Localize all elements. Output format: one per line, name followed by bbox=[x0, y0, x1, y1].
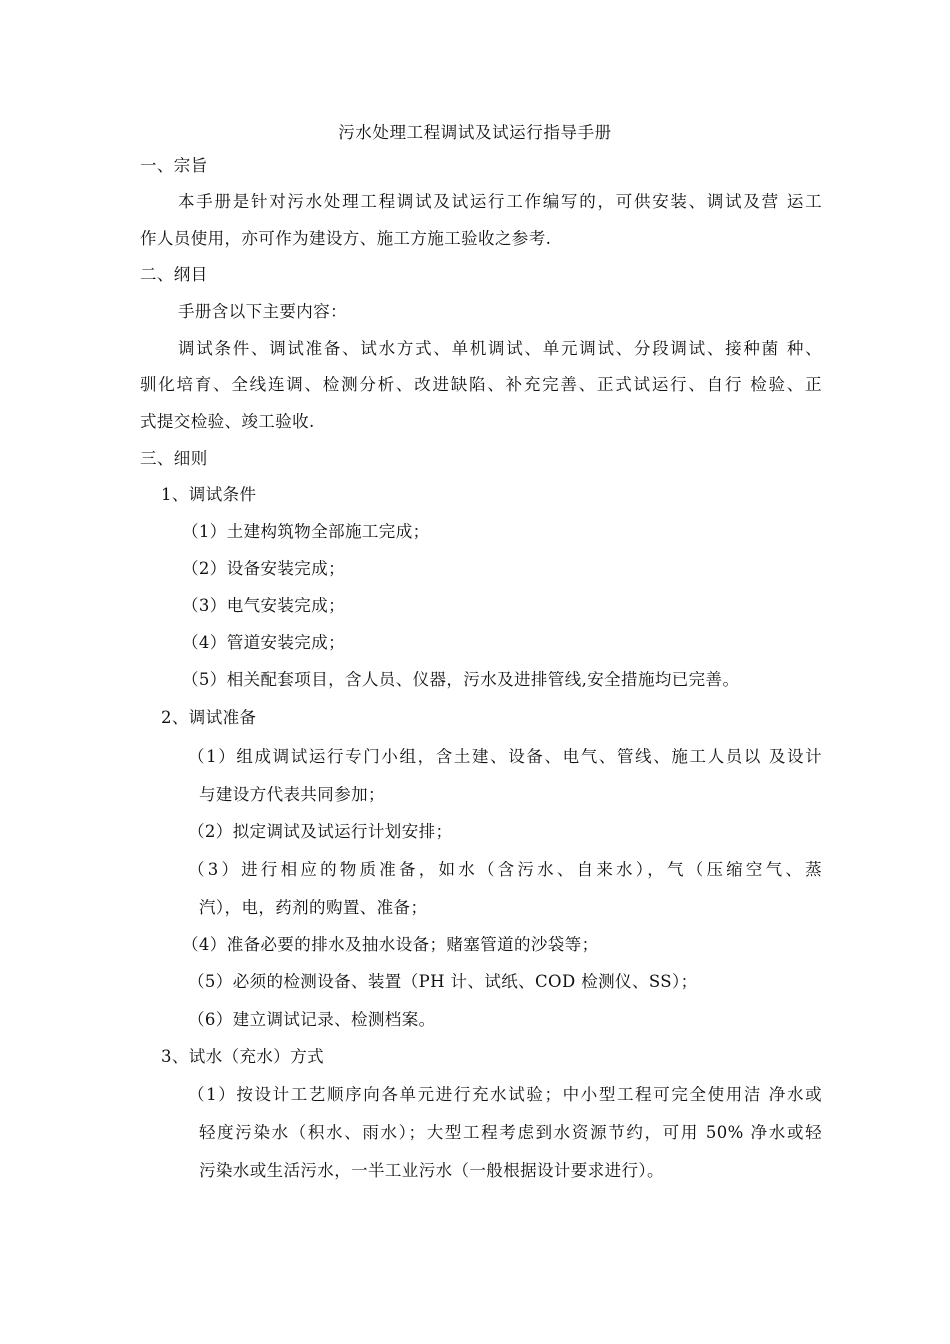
document-title: 污水处理工程调试及试运行指导手册 bbox=[338, 123, 612, 142]
purpose-paragraph-line-1: 本手册是针对污水处理工程调试及试运行工作编写的，可供安装、调试及营 运工 bbox=[178, 192, 822, 211]
section-heading-outline: 二、纲目 bbox=[140, 265, 208, 284]
section-heading-details: 三、细则 bbox=[140, 449, 208, 468]
conditions-item-5: （5）相关配套项目，含人员、仪器，污水及进排管线,安全措施均已完善。 bbox=[182, 670, 740, 689]
section-heading-purpose: 一、宗旨 bbox=[140, 156, 208, 175]
preparation-item-1-line-1: （1）组成调试运行专门小组，含土建、设备、电气、管线、施工人员以 及设计 bbox=[188, 747, 822, 766]
preparation-item-6: （6）建立调试记录、检测档案。 bbox=[188, 1010, 436, 1029]
preparation-item-1-line-2: 与建设方代表共同参加； bbox=[199, 785, 385, 804]
conditions-item-3: （3）电气安装完成； bbox=[182, 596, 345, 615]
subsection-heading-preparation: 2、调试准备 bbox=[161, 708, 257, 727]
outline-paragraph-line-1: 调试条件、调试准备、试水方式、单机调试、单元调试、分段调试、接种菌 种、 bbox=[178, 339, 822, 358]
preparation-item-2: （2）拟定调试及试运行计划安排； bbox=[188, 822, 453, 841]
preparation-item-4: （4）准备必要的排水及抽水设备；赌塞管道的沙袋等； bbox=[182, 935, 599, 954]
water-test-item-1-line-2: 轻度污染水（积水、雨水）；大型工程考虑到水资源节约，可用 50% 净水或轻 bbox=[199, 1123, 822, 1142]
preparation-item-5: （5）必须的检测设备、装置（PH 计、试纸、COD 检测仪、SS）； bbox=[188, 972, 698, 991]
conditions-item-2: （2）设备安装完成； bbox=[182, 559, 345, 578]
subsection-heading-conditions: 1、调试条件 bbox=[161, 485, 257, 504]
outline-paragraph-line-3: 式提交检验、竣工验收. bbox=[140, 412, 315, 431]
preparation-item-3-line-1: （3）进行相应的物质准备，如水（含污水、自来水），气（压缩空气、蒸 bbox=[188, 860, 822, 879]
conditions-item-1: （1）土建构筑物全部施工完成； bbox=[182, 522, 430, 541]
purpose-paragraph-line-2: 作人员使用，亦可作为建设方、施工方施工验收之参考. bbox=[140, 229, 552, 248]
outline-intro: 手册含以下主要内容： bbox=[178, 302, 347, 321]
preparation-item-3-line-2: 汽），电，药剂的购置、准备； bbox=[199, 898, 428, 917]
outline-paragraph-line-2: 驯化培育、全线连调、检测分析、改进缺陷、补充完善、正式试运行、自行 检验、正 bbox=[140, 375, 822, 394]
water-test-item-1-line-3: 污染水或生活污水，一半工业污水（一般根据设计要求进行）。 bbox=[199, 1161, 664, 1180]
conditions-item-4: （4）管道安装完成； bbox=[182, 633, 345, 652]
water-test-item-1-line-1: （1）按设计工艺顺序向各单元进行充水试验；中小型工程可完全使用洁 净水或 bbox=[188, 1085, 822, 1104]
subsection-heading-water-test: 3、试水（充水）方式 bbox=[161, 1047, 324, 1066]
